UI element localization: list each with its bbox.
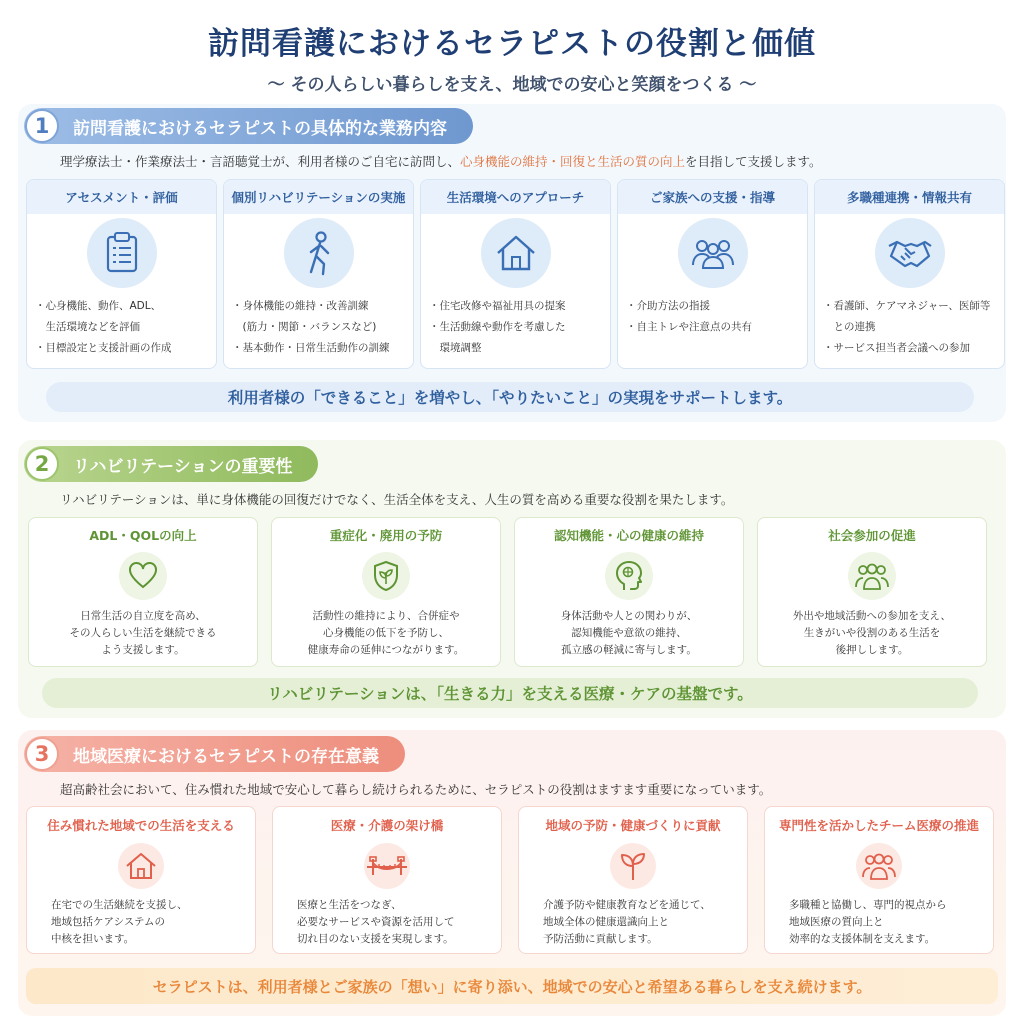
desc-line: 認知機能や意欲の維持、 <box>571 627 687 639</box>
bullet-item: ・心身機能、動作、ADL、 <box>35 300 162 312</box>
card-living-environment <box>420 179 611 369</box>
desc-line: 医療と生活をつなぎ、 <box>297 899 402 911</box>
desc-line: 孤立感の軽減に寄与します。 <box>561 644 697 656</box>
card-title: ご家族への支援・指導 <box>618 180 807 214</box>
bullet-item: ・自主トレや注意点の共有 <box>626 321 752 333</box>
intro-text: 理学療法士・作業療法士・言語聴覚士が、利用者様のご自宅に訪問し、 <box>60 154 461 169</box>
desc-line: 地域全体の健康還識向上と <box>543 916 669 928</box>
section-intro: リハビリテーションは、単に身体機能の回復だけでなく、生活全体を支え、人生の質を高める重要な役割を果たします。 <box>60 492 734 507</box>
team-icon <box>856 843 902 889</box>
card-row <box>26 806 994 954</box>
desc-line: 健康寿命の延伸につながります。 <box>307 644 465 656</box>
section-header <box>24 108 473 144</box>
card-title: 個別リハビリテーションの実施 <box>224 180 413 214</box>
card-title: アセスメント・評価 <box>27 180 216 214</box>
bullet-item: ・基本動作・日常生活動作の訓練 <box>232 342 390 354</box>
card-team-medicine <box>764 806 994 954</box>
bullet-item: 環境調整 <box>429 342 482 354</box>
page-subtitle: 〜 その人らしい暮らしを支え、地域での安心と笑顔をつくる 〜 <box>267 75 757 95</box>
section-banner: セラピストは、利用者様とご家族の「想い」に寄り添い、地域での安心と希望ある暮らしを支え続けます。 <box>26 968 998 1004</box>
desc-line: 生きがいや役割のある生活を <box>803 627 941 639</box>
walking-person-icon <box>284 218 354 288</box>
handshake-icon <box>875 218 945 288</box>
section-number: 3 <box>25 737 59 771</box>
card-row <box>26 179 1005 369</box>
card-family-support <box>617 179 808 369</box>
card-adl-qol <box>28 517 258 667</box>
card-bullets <box>618 288 807 338</box>
card-assessment <box>26 179 217 369</box>
shield-leaf-icon <box>362 552 410 600</box>
intro-text-end: を目指して支援します。 <box>685 154 822 169</box>
card-title: 多職種連携・情報共有 <box>815 180 1004 214</box>
sprout-icon <box>610 843 656 889</box>
card-title: 専門性を活かしたチーム医療の推進 <box>778 818 979 833</box>
intro-highlight: 心身機能の維持・回復と生活の質の向上 <box>460 154 686 169</box>
clipboard-icon <box>87 218 157 288</box>
group-icon <box>848 552 896 600</box>
card-bridge <box>272 806 502 954</box>
section-business-content <box>18 104 1006 422</box>
page-title: 訪問看護におけるセラピストの役割と価値 <box>208 26 816 62</box>
card-title: 住み慣れた地域での生活を支える <box>47 818 235 833</box>
bullet-item: ・介助方法の指援 <box>626 300 710 312</box>
desc-line: 多職種と協働し、専門的視点から <box>789 899 947 911</box>
desc-line: 必要なサービスや資源を活用して <box>297 916 455 928</box>
desc-line: 予防活動に貢献します。 <box>543 933 658 945</box>
desc-line: 在宅での生活継続を支援し、 <box>51 899 188 911</box>
card-cognitive <box>514 517 744 667</box>
section-intro <box>60 152 822 170</box>
section-number: 1 <box>25 109 59 143</box>
card-description <box>272 600 500 659</box>
desc-line: 身体活動や人との関わりが、 <box>560 610 698 622</box>
card-description <box>758 600 986 659</box>
section-number: 2 <box>25 447 59 481</box>
card-prevention-health <box>518 806 748 954</box>
desc-line: 外出や地域活動への参加を支え、 <box>792 610 952 622</box>
card-title: 地域の予防・健康づくりに貢献 <box>545 818 721 833</box>
desc-line: 地域包括ケアシステムの <box>51 916 166 928</box>
heart-icon <box>119 552 167 600</box>
section-community-medicine <box>18 730 1006 1016</box>
section-title: 訪問看護におけるセラピストの具体的な業務内容 <box>73 118 447 139</box>
card-description <box>27 889 255 948</box>
card-description <box>29 600 257 659</box>
desc-line: 切れ目のない支援を実現します。 <box>297 933 454 945</box>
section-banner: リハビリテーションは、「生きる力」を支える医療・ケアの基盤です。 <box>42 678 978 708</box>
card-title: ADL・QOLの向上 <box>89 528 197 543</box>
card-community-living <box>26 806 256 954</box>
desc-line: 地域医療の質向上と <box>789 916 884 928</box>
family-icon <box>678 218 748 288</box>
bullet-item: との連携 <box>823 321 876 333</box>
section-rehab-importance <box>18 440 1006 718</box>
card-multidisciplinary <box>814 179 1005 369</box>
bullet-item: ・サービス担当者会議への参加 <box>823 342 970 354</box>
section-title: 地域医療におけるセラピストの存在意義 <box>73 746 379 767</box>
desc-line: 活動性の維持により、合併症や <box>312 610 460 622</box>
card-description <box>519 889 747 948</box>
card-title: 生活環境へのアプローチ <box>421 180 610 214</box>
desc-line: 効率的な支援体制を支えます。 <box>789 933 936 945</box>
section-intro: 超高齢社会において、住み慣れた地域で安心して暮らし続けられるために、セラピストの役割はますます重要になっています。 <box>60 782 772 797</box>
card-bullets <box>224 288 413 359</box>
card-bullets <box>27 288 216 359</box>
card-row <box>28 517 987 667</box>
desc-line: 中核を担います。 <box>51 933 135 945</box>
desc-line: 後押しします。 <box>835 644 909 656</box>
card-description <box>515 600 743 659</box>
desc-line: 日常生活の自立度を高め、 <box>80 610 206 622</box>
desc-line: 心身機能の低下を予防し、 <box>323 627 449 639</box>
card-bullets <box>421 288 610 359</box>
card-title: 重症化・廃用の予防 <box>329 528 443 543</box>
bullet-item: (筋力・関節・バランスなど) <box>232 321 377 333</box>
card-prevention <box>271 517 501 667</box>
card-title: 医療・介護の架け橋 <box>330 818 444 833</box>
card-rehab-implementation <box>223 179 414 369</box>
card-description <box>765 889 993 948</box>
bullet-item: ・住宅改修や福祉用具の提案 <box>429 300 566 312</box>
card-title: 社会参加の促進 <box>828 528 916 543</box>
bridge-icon <box>364 843 410 889</box>
bullet-item: ・看護師、ケアマネジャー、医師等 <box>823 300 991 312</box>
bullet-item: ・目標設定と支援計画の作成 <box>35 342 172 354</box>
section-header <box>24 736 405 772</box>
house-icon <box>118 843 164 889</box>
desc-line: その人らしい生活を継続できる <box>69 627 217 639</box>
desc-line: よう支援します。 <box>101 644 185 656</box>
card-social-participation <box>757 517 987 667</box>
card-bullets <box>815 288 1004 359</box>
bullet-item: 生活環境などを評価 <box>35 321 140 333</box>
section-banner: 利用者様の「できること」を増やし、「やりたいこと」の実現をサポートします。 <box>46 382 974 412</box>
bullet-item: ・身体機能の維持・改善訓練 <box>232 300 369 312</box>
section-title: リハビリテーションの重要性 <box>73 456 293 477</box>
desc-line: 介護予防や健康教育などを通じて、 <box>543 899 711 911</box>
house-icon <box>481 218 551 288</box>
card-description <box>273 889 501 948</box>
section-header <box>24 446 318 482</box>
brain-head-icon <box>605 552 653 600</box>
bullet-item: ・生活動線や動作を考慮した <box>429 321 566 333</box>
card-title: 認知機能・心の健康の維持 <box>553 528 704 543</box>
